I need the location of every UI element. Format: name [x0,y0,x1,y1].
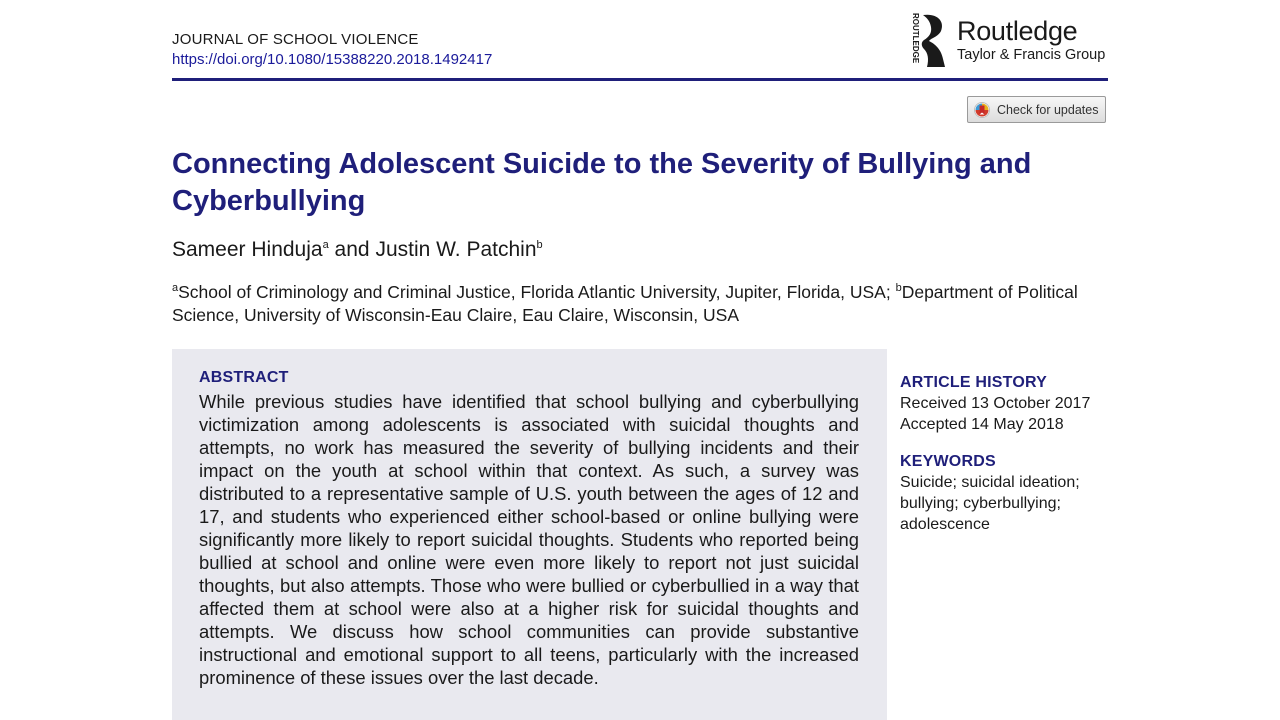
keywords-block [900,452,1110,535]
author-join: and [328,238,376,261]
abstract-text: While previous studies have identified that school bullying and cyberbullying victimization among adolescents is associated with suicidal thoughts and attempts, no work has measured the severity of bullying incidents and their impact on the youth at school within that context. As such, a survey was distributed to a representative sample of U.S. youth between the ages of 12 and 17, and students who experienced either school-based or online bullying were significantly more likely to report suicidal thoughts. Students who reported being bullied at school and online were even more likely to report not just suicidal thoughts, but also attempts. Those who were bullied or cyberbullied in a way that affected them at school were also at a higher risk for suicidal thoughts and attempts. We discuss how school communities can provide substantive instructional and emotional support to all teens, particularly with the increased prominence of these issues over the last decade. [199,391,859,688]
publisher-group: Taylor & Francis Group [957,47,1106,63]
article-history-heading: ARTICLE HISTORY [900,374,1048,391]
check-for-updates-button[interactable] [967,96,1106,123]
author-name: Sameer Hinduja [172,238,323,261]
journal-name: JOURNAL OF SCHOOL VIOLENCE [172,31,419,48]
affiliation-b: Department of Political Science, University of Wisconsin-Eau Claire, Eau Claire, Wisconsin, USA [172,282,1078,325]
abstract-heading: ABSTRACT [199,369,289,386]
publisher-name: Routledge [957,16,1078,46]
publisher-text [957,16,1105,64]
author-line [172,236,543,264]
article-sidebar [900,373,1110,535]
article-title: Connecting Adolescent Suicide to the Severity of Bullying and Cyberbullying [172,148,1032,217]
publisher-logo [907,10,1105,70]
crossmark-icon [974,102,990,118]
received-date: Received 13 October 2017 [900,395,1091,412]
accepted-date: Accepted 14 May 2018 [900,416,1064,433]
keywords-line: Suicide; suicidal ideation; [900,474,1080,491]
keywords-line: bullying; cyberbullying; [900,495,1061,512]
author-affil-marker: b [536,239,543,251]
author-name: Justin W. Patchin [375,238,537,261]
author-affil-marker: a [322,239,329,251]
affil-marker: a [172,282,179,295]
keywords-heading: KEYWORDS [900,453,996,470]
doi-link[interactable]: https://doi.org/10.1080/15388220.2018.1492417 [172,51,493,68]
check-for-updates-label: Check for updates [997,102,1099,117]
affiliations [172,281,1092,327]
affil-marker: b [895,282,902,295]
keywords-line: adolescence [900,516,990,533]
publisher-vertical-text: ROUTLEDGE [911,13,920,64]
header-divider [172,78,1108,81]
affiliation-a: School of Criminology and Criminal Justice, Florida Atlantic University, Jupiter, Florida, USA; [178,282,896,302]
routledge-logo-icon [907,11,949,69]
